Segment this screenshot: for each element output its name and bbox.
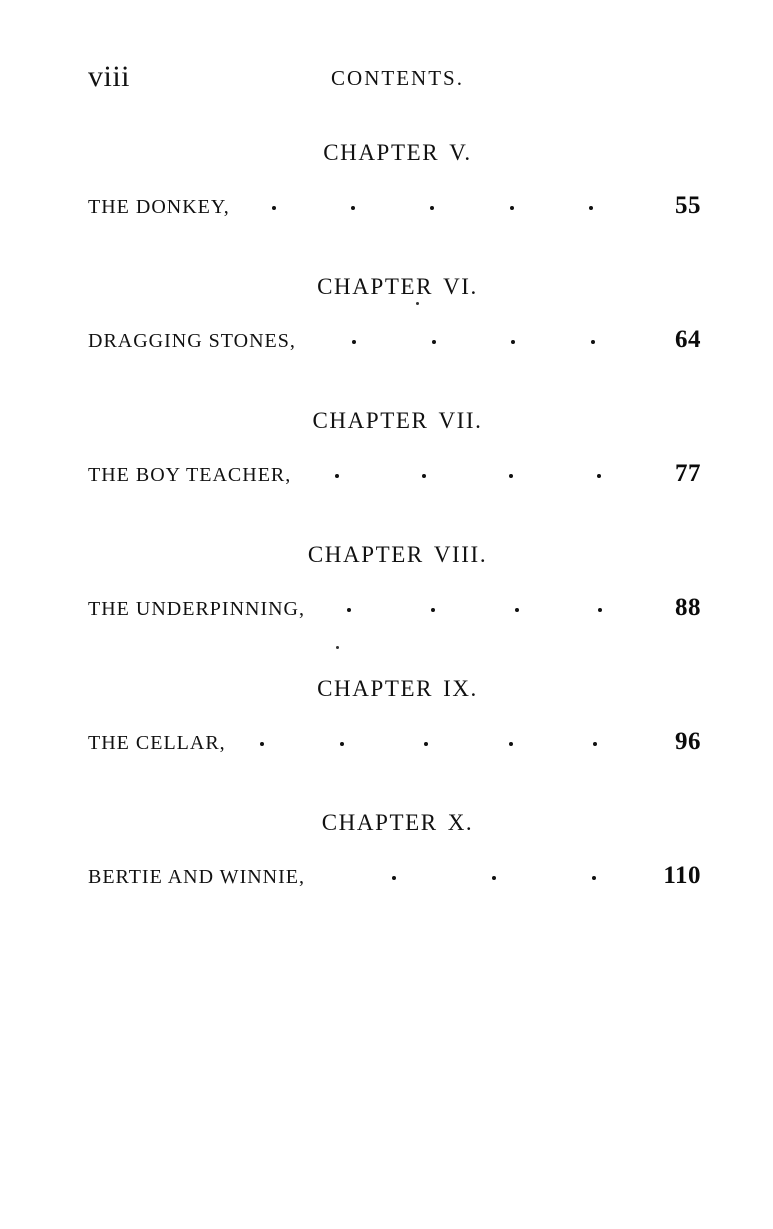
toc-page-number: 96 xyxy=(675,728,701,755)
toc-page-number: 88 xyxy=(675,594,701,621)
chapter-heading xyxy=(0,274,773,300)
toc-entry xyxy=(0,810,773,890)
toc-entry-title: BERTIE AND WINNIE, xyxy=(88,866,305,888)
toc-page-number: 55 xyxy=(675,192,701,219)
toc-entry xyxy=(0,542,773,622)
chapter-number: VI. xyxy=(443,274,478,299)
leader-dots xyxy=(315,597,637,615)
chapter-number: X. xyxy=(447,810,474,835)
toc-entry-title: DRAGGING STONES, xyxy=(88,330,296,352)
toc-entry xyxy=(0,408,773,488)
toc-line[interactable] xyxy=(0,862,773,890)
toc-entry xyxy=(0,676,773,756)
chapter-heading xyxy=(0,542,773,568)
toc-line[interactable] xyxy=(0,594,773,622)
toc-page-number: 77 xyxy=(675,460,701,487)
chapter-number: VIII. xyxy=(433,542,488,567)
chapter-label: CHAPTER xyxy=(317,676,434,701)
running-head xyxy=(0,60,773,100)
ink-speck xyxy=(416,302,419,305)
running-head-title: CONTENTS. xyxy=(331,66,464,90)
chapter-label: CHAPTER xyxy=(317,274,434,299)
leader-dots xyxy=(315,865,637,883)
chapter-label: CHAPTER xyxy=(323,140,440,165)
page-folio: viii xyxy=(88,60,131,93)
toc-entry xyxy=(0,140,773,220)
toc-entry-title: THE UNDERPINNING, xyxy=(88,598,306,620)
toc-entry-title: THE CELLAR, xyxy=(88,732,226,754)
chapter-number: VII. xyxy=(438,408,483,433)
chapter-number: IX. xyxy=(443,676,478,701)
leader-dots xyxy=(306,329,637,347)
leader-dots xyxy=(236,731,637,749)
toc-page-number: 64 xyxy=(675,326,701,353)
toc-entry xyxy=(0,274,773,354)
chapter-label: CHAPTER xyxy=(321,810,438,835)
toc-line[interactable] xyxy=(0,728,773,756)
chapter-label: CHAPTER xyxy=(307,542,424,567)
toc-entry-title: THE DONKEY, xyxy=(88,196,230,218)
toc-line[interactable] xyxy=(0,326,773,354)
toc-page-number: 110 xyxy=(663,862,701,889)
chapter-heading xyxy=(0,676,773,702)
toc-line[interactable] xyxy=(0,192,773,220)
chapter-heading xyxy=(0,408,773,434)
toc-line[interactable] xyxy=(0,460,773,488)
chapter-label: CHAPTER xyxy=(312,408,429,433)
table-of-contents xyxy=(0,140,773,890)
chapter-number: V. xyxy=(449,140,472,165)
ink-speck xyxy=(336,646,339,649)
toc-entry-title: THE BOY TEACHER, xyxy=(88,464,292,486)
leader-dots xyxy=(301,463,637,481)
chapter-heading xyxy=(0,810,773,836)
leader-dots xyxy=(240,195,637,213)
chapter-heading xyxy=(0,140,773,166)
